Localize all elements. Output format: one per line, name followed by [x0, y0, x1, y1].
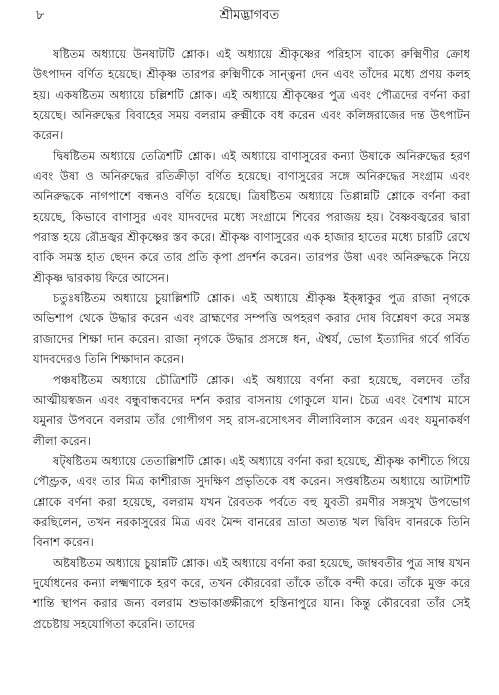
- running-title: শ্রীমদ্ভাগবত: [219, 8, 280, 23]
- paragraph: ষট্‌ষষ্টিতম অধ্যায়ে তেতাল্লিশটি শ্লোক। এই অধ্যায়ে বর্ণনা করা হয়েছে, শ্রীকৃষ্ণ কাশীতে গিয়ে পৌণ্ড্রক, এবং তার মিত্র কাশীরাজ সুদক্ষিণ প্রভৃতিকে বধ করেন। সপ্তষষ্টিতম অধ্যায়ে আটাশটি শ্লোকে বর্ণনা করা হয়েছে, বলরাম যখন রৈবতক পর্বতে বহু যুবতী রমণীর সঙ্গসুখ উপভোগ করছিলেন, তখন নরকাসুরের মিত্র এবং মৈন্দ বানরের ভ্রাতা অত্যন্ত খল দ্বিবিদ বানরকে তিনি বিনাশ করেন।: [33, 453, 470, 550]
- page-number: ৮: [36, 8, 45, 23]
- body-text: [33, 44, 470, 634]
- paragraph: ষষ্টিতম অধ্যায়ে উনষাটটি শ্লোক। এই অধ্যায়ে শ্রীকৃষ্ণের পরিহাস বাক্যে রুক্মিণীর ক্রোধ উৎপাদন বর্ণিত হয়েছে। শ্রীকৃষ্ণ তারপর রুক্মিণীকে সান্ত্বনা দেন এবং তাঁদের মধ্যে প্রণয় কলহ হয়। একষষ্টিতম অধ্যায়ে চল্লিশটি শ্লোক। এই অধ্যায়ে শ্রীকৃষ্ণের পুত্র এবং পৌত্রদের বর্ণনা করা হয়েছে। অনিরুদ্ধের বিবাহের সময় বলরাম রুক্মীকে বধ করেন এবং কলিঙ্গরাজের দন্ত উৎপাটন করেন।: [33, 47, 470, 143]
- paragraph: দ্বিষষ্টিতম অধ্যায়ে তেত্রিশটি শ্লোক। এই অধ্যায়ে বাণাসুরের কন্যা উষাকে অনিরুদ্ধের হরণ এবং উষা ও অনিরুদ্ধের রতিক্রীড়া বর্ণিত হয়েছে। বাণাসুরের সঙ্গে অনিরুদ্ধের সংগ্রাম এবং অনিরুদ্ধকে নাগপাশে বন্ধনও বর্ণিত হয়েছে। ত্রিষষ্টিতম অধ্যায়ে তিপ্পান্নটি শ্লোকে বর্ণনা করা হয়েছে, কিভাবে বাণাসুর এবং যাদবদের মধ্যে সংগ্রামে শিবের পরাজয় হয়। বৈষ্ণবজ্বরের দ্বারা পরাস্ত হয়ে রৌদ্রজ্বর শ্রীকৃষ্ণের স্তব করে। শ্রীকৃষ্ণ বাণাসুরের এক হাজার হাতের মধ্যে চারটি রেখে বাকি সমস্ত হাত ছেদন করে তার প্রতি কৃপা প্রদর্শন করেন। তারপর উষা এবং অনিরুদ্ধকে নিয়ে শ্রীকৃষ্ণ দ্বারকায় ফিরে আসেন।: [33, 148, 470, 285]
- paragraph: অষ্টষষ্টিতম অধ্যায়ে চুয়ান্নটি শ্লোক। এই অধ্যায়ে বর্ণনা করা হয়েছে, জাম্ববতীর পুত্র সাম্ব যখন দুর্যোধনের কন্যা লক্ষ্মণাকে হরণ করে, তখন কৌরবেরা তাঁকে তাঁকে বন্দী করে। তাঁকে মুক্ত করে শান্তি স্থাপন করার জন্য বলরাম শুভাকাঙ্ক্ষীরূপে হস্তিনাপুরে যান। কিন্তু কৌরবেরা তাঁর সেই প্রচেষ্টায় সহযোগিতা করেনি। তাদের: [33, 555, 470, 631]
- paragraph: চতুঃষষ্টিতম অধ্যায়ে চুয়াল্লিশটি শ্লোক। এই অধ্যায়ে শ্রীকৃষ্ণ ইক্ষ্বাকুর পুত্র রাজা নৃগকে অভিশাপ থেকে উদ্ধার করেন এবং ব্রাহ্মণের সম্পত্তি অপহরণ করার দোষ বিশ্লেষণ করে সমস্ত রাজাদের শিক্ষা দান করেন। রাজা নৃগকে উদ্ধার প্রসঙ্গে ধন, ঐশ্বর্য, ভোগ ইত্যাদির গর্বে গর্বিত যাদবদেরও তিনি শিক্ষাদান করেন।: [33, 291, 470, 367]
- page-header: [0, 6, 499, 24]
- paragraph: পঞ্চষষ্টিতম অধ্যায়ে চৌত্রিশটি শ্লোক। এই অধ্যায়ে বর্ণনা করা হয়েছে, বলদেব তাঁর আত্মীয়স্বজন এবং বন্ধুবান্ধবদের দর্শন করার বাসনায় গোকুলে যান। চৈত্র এবং বৈশাখ মাসে যমুনার উপবনে বলরাম তাঁর গোপীগণ সহ রাস-রসোৎসব লীলাবিলাস করেন এবং যমুনাকর্ষণ লীলা করেন।: [33, 372, 470, 448]
